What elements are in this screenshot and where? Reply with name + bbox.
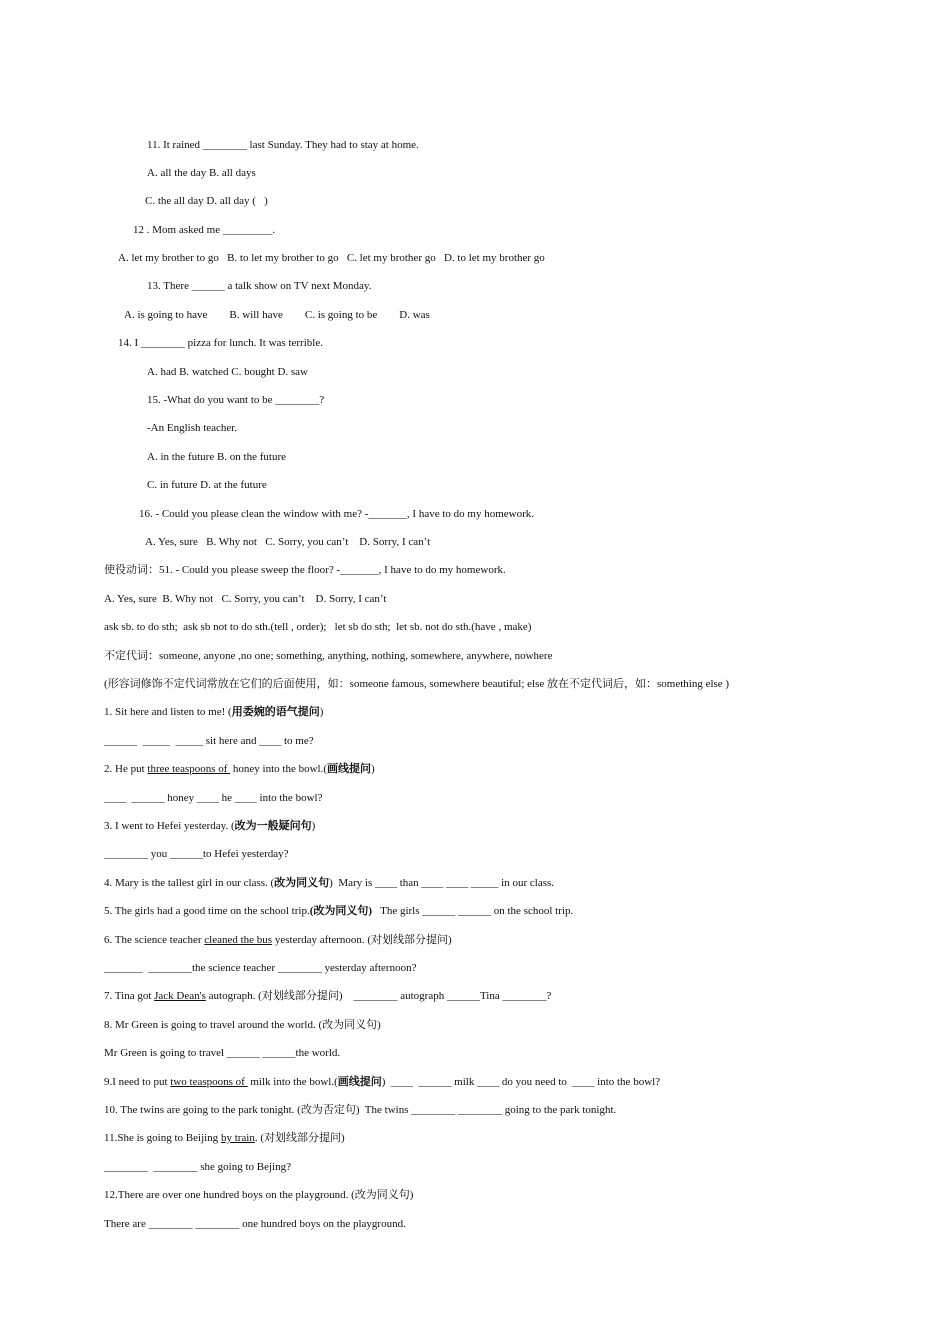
indefinite-pronouns-note: 不定代词：someone, anyone ,no one; something, anything, nothing, somewhere, anywhere, nowhere: [104, 650, 553, 662]
question-15-options-ab: A. in the future B. on the future: [147, 451, 286, 463]
question-11: 11. It rained ________ last Sunday. They had to stay at home.: [147, 139, 419, 151]
adjective-placement-note: (形容词修饰不定代词常放在它们的后面使用，如：someone famous, somewhere beautiful; else 放在不定代词后，如：something else ): [104, 678, 730, 690]
rewrite-1: 1. Sit here and listen to me! (用委婉的语气提问): [104, 706, 324, 718]
rewrite-2-answer: ____ ______ honey ____ he ____ into the bowl?: [104, 792, 323, 804]
rewrite-10: 10. The twins are going to the park tonight. (改为否定句) The twins ________ ________ going to the park tonight.: [104, 1104, 617, 1116]
rewrite-6: 6. The science teacher cleaned the bus yesterday afternoon. (对划线部分提问): [104, 934, 452, 946]
question-13: 13. There ______ a talk show on TV next Monday.: [147, 280, 372, 292]
rewrite-7: 7. Tina got Jack Dean's autograph. (对划线部分提问) ________ autograph ______Tina ________?: [104, 990, 552, 1002]
rewrite-3: 3. I went to Hefei yesterday. (改为一般疑问句): [104, 820, 316, 832]
question-14: 14. I ________ pizza for lunch. It was terrible.: [118, 337, 323, 349]
rewrite-8: 8. Mr Green is going to travel around the world. (改为同义句): [104, 1019, 381, 1031]
rewrite-1-answer: ______ _____ _____ sit here and ____ to me?: [104, 735, 314, 747]
question-12-options: A. let my brother to go B. to let my brother to go C. let my brother go D. to let my brother go: [118, 252, 545, 264]
rewrite-5: 5. The girls had a good time on the school trip.(改为同义句) The girls ______ ______ on the school trip.: [104, 905, 574, 917]
question-15-options-cd: C. in future D. at the future: [147, 479, 267, 491]
rewrite-4: 4. Mary is the tallest girl in our class. (改为同义句) Mary is ____ than ____ ____ _____ in our class.: [104, 877, 555, 889]
causative-verbs-options: A. Yes, sure B. Why not C. Sorry, you can’t D. Sorry, I can’t: [104, 593, 387, 605]
causative-verbs-question: 使役动词：51. - Could you please sweep the floor? -_______, I have to do my homework.: [104, 564, 506, 576]
rewrite-9: 9.I need to put two teaspoons of milk into the bowl.(画线提问) ____ ______ milk ____ do you need to ____ into the bowl?: [104, 1076, 661, 1088]
question-13-options: A. is going to have B. will have C. is going to be D. was: [124, 309, 430, 321]
rewrite-12: 12.There are over one hundred boys on the playground. (改为同义句): [104, 1189, 414, 1201]
question-15-answer: -An English teacher.: [147, 422, 238, 434]
grammar-note-ask-let: ask sb. to do sth; ask sb not to do sth.(tell , order); let sb do sth; let sb. not do sth.(have , make): [104, 621, 532, 633]
rewrite-11-answer: ________ ________ she going to Bejing?: [104, 1161, 291, 1173]
question-12: 12 . Mom asked me _________.: [133, 224, 276, 236]
rewrite-12-answer: There are ________ ________ one hundred boys on the playground.: [104, 1218, 406, 1230]
rewrite-6-answer: _______ ________the science teacher ________ yesterday afternoon?: [104, 962, 417, 974]
question-11-options-cd: C. the all day D. all day ( ): [145, 195, 268, 207]
question-14-options: A. had B. watched C. bought D. saw: [147, 366, 309, 378]
rewrite-8-answer: Mr Green is going to travel ______ ______the world.: [104, 1047, 341, 1059]
question-16: 16. - Could you please clean the window with me? -_______, I have to do my homework.: [139, 508, 535, 520]
rewrite-2: 2. He put three teaspoons of honey into the bowl.(画线提问): [104, 763, 375, 775]
rewrite-11: 11.She is going to Beijing by train. (对划线部分提问): [104, 1132, 345, 1144]
question-11-options-ab: A. all the day B. all days: [147, 167, 256, 179]
question-16-options: A. Yes, sure B. Why not C. Sorry, you can’t D. Sorry, I can’t: [145, 536, 431, 548]
question-15: 15. -What do you want to be ________?: [147, 394, 325, 406]
rewrite-3-answer: ________ you ______to Hefei yesterday?: [104, 848, 289, 860]
